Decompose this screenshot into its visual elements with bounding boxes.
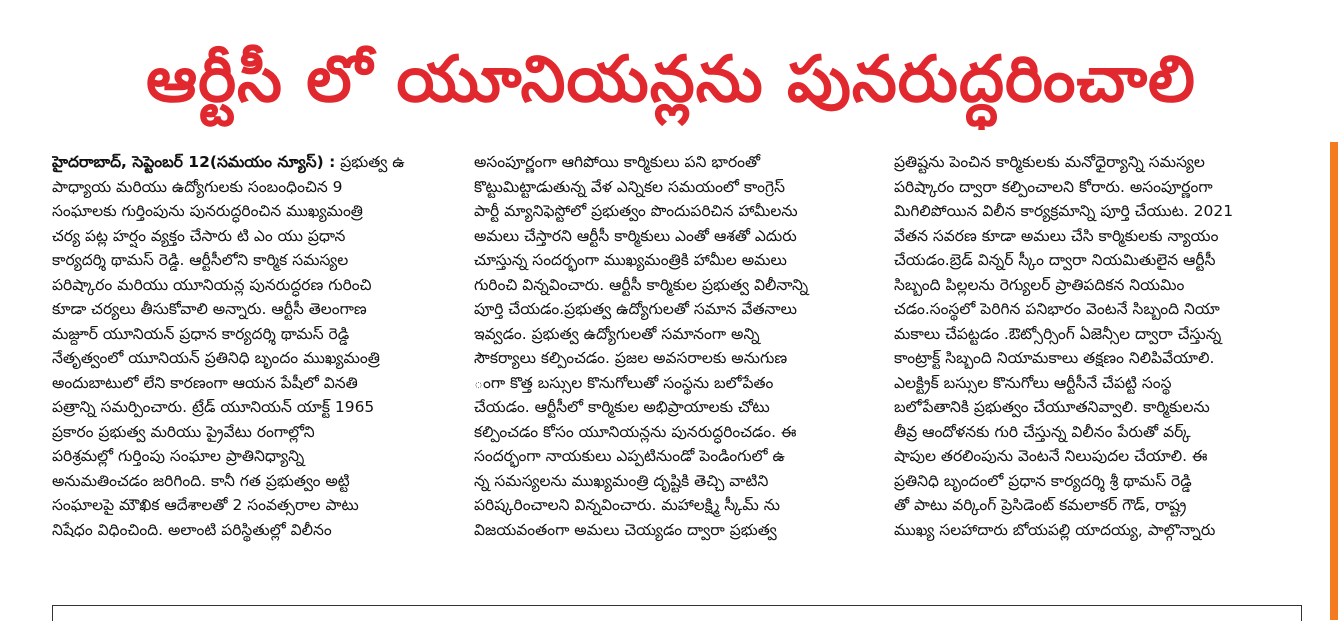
article-line: షాపుల తరలింపును వెంటనే నిలుపుదల చేయాలి. ఈ	[894, 447, 1208, 465]
article-line: మజ్దూర్ యూనియన్ ప్రధాన కార్యదర్శి థామస్ రెడ్డి	[52, 324, 350, 343]
article-line: కార్యదర్శి థామస్ రెడ్డి. ఆర్టీసీలోని కార్మిక సమస్యల	[52, 251, 349, 269]
dateline: హైదరాబాద్, సెప్టెంబర్ 12(సమయం న్యూస్) :	[52, 153, 336, 171]
article-line: చర్య పట్ల హర్షం వ్యక్తం చేసారు టి ఎం యు ప్రధాన	[52, 226, 346, 245]
article-line: పరిష్కరించాలని విన్నవించారు. మహాలక్ష్మి స్కీమ్ ను	[474, 496, 780, 514]
article-line: సౌకర్యాలు కల్పించడం. ప్రజల అవసరాలకు అనుగుణ	[474, 349, 788, 367]
article-line: సిబ్బంది పిల్లలను రెగ్యులర్ ప్రాతిపదికన నియమిం	[894, 275, 1185, 294]
article-line: ప్రకారం ప్రభుత్వ మరియు ప్రైవేటు రంగాల్లోని	[52, 422, 315, 441]
article-line: పరిష్కారం ద్వారా కల్పించాలని కోరారు. అసంపూర్ణంగా	[894, 177, 1213, 196]
article-line: వేతన సవరణ కూడా అమలు చేసి కార్మికులకు న్యాయం	[894, 226, 1219, 245]
article-line: బలోపేతానికి ప్రభుత్వం చేయూతనివ్వాలి. కార్మికులను	[894, 398, 1210, 416]
article-line: ఎలక్ట్రిక్ బస్సుల కొనుగోలు ఆర్టీసీనే చేపట్టి సంస్థ	[894, 373, 1172, 392]
article-line: కూడా చర్యలు తీసుకోవాలి అన్నారు. ఆర్టీసీ తెలంగాణ	[52, 300, 367, 318]
article-line: చూస్తున్న సందర్భంగా ముఖ్యమంత్రికి హామీల అమలు	[474, 251, 787, 269]
article-line: కొట్టుమిట్టాడుతున్న వేళ ఎన్నికల సమయంలో కాంగ్రెస్	[474, 177, 785, 196]
headline: ఆర్టీసీ లో యూనియన్లను పునరుద్ధరించాలి	[146, 43, 1196, 117]
article-line: అందుబాటులో లేని కారణంగా ఆయన పేషీలో వినతి	[52, 373, 358, 392]
article-line: ముఖ్య సలహాదారు బోయపల్లి యాదయ్య, పాల్గొన్నారు	[894, 520, 1216, 539]
article-line: చేయడం. ఆర్టీసీలో కార్మికుల అభిప్రాయాలకు చోటు	[474, 398, 770, 416]
accent-bar	[1330, 142, 1338, 620]
rule-tick	[1301, 605, 1302, 621]
article-column-3	[894, 150, 1308, 580]
article-line: తో పాటు వర్కింగ్ ప్రెసిడెంట్ కమలాకర్ గౌడ్, రాష్ట్ర	[894, 496, 1187, 514]
article-line	[52, 150, 456, 175]
article-line: మకాలు చేపట్టడం .ఔట్సోర్సింగ్ ఏజెన్సీల ద్వారా చేస్తున్న	[894, 324, 1222, 343]
article-line: ంగా కొత్త బస్సుల కొనుగోలుతో సంస్థను బలోపేతం	[474, 373, 774, 392]
article-line: కల్పించడం కోసం యూనియన్లను పునరుద్ధరించడం. ఈ	[474, 422, 797, 441]
article-line: న్న సమస్యలను ముఖ్యమంత్రి దృష్టికి తెచ్చి వాటిని	[474, 471, 769, 490]
article-line: నేతృత్వంలో యూనియన్ ప్రతినిధి బృందం ముఖ్యమంత్రి	[52, 349, 380, 367]
article-line: పరిశ్రమల్లో గుర్తింపు సంఘాల ప్రాతినిధ్యాన్ని	[52, 447, 305, 465]
article-line: అనుమతించడం జరిగింది. కానీ గత ప్రభుత్వం అట్టి	[52, 471, 350, 490]
article-line: ప్రతిష్టను పెంచిన కార్మికులకు మనోధైర్యాన్ని సమస్యల	[894, 153, 1205, 171]
article-line: అమలు చేస్తారని ఆర్టీసీ కార్మికులు ఎంతో ఆశతో ఎదురు	[474, 226, 797, 245]
article-line: నిషేధం విధించింది. అలాంటి పరిస్థితుల్లో విలీనం	[52, 520, 332, 539]
rule-tick	[52, 605, 53, 621]
article-line: పార్టీ మ్యానిఫెస్టోలో ప్రభుత్వం పొందుపరిచిన హామీలను	[474, 202, 798, 220]
article-line: మిగిలిపోయిన విలీన కార్యక్రమాన్ని పూర్తి చేయుట. 2021	[894, 202, 1234, 220]
article-line-start: ప్రభుత్వ ఉ	[340, 153, 405, 171]
article-line: తీవ్ర ఆందోళనకు గురి చేస్తున్న విలీనం పేరుతో వర్క్	[894, 422, 1191, 441]
article-line: సంఘాలపై మౌఖిక ఆదేశాలతో 2 సంవత్సరాల పాటు	[52, 496, 359, 514]
article-line: చడం.సంస్థలో పెరిగిన పనిభారం వెంటనే సిబ్బంది నియా	[894, 300, 1220, 318]
article-column-1	[52, 150, 456, 580]
article-line: అసంపూర్ణంగా ఆగిపోయి కార్మికులు పని భారంతో	[474, 153, 761, 171]
article-line: పూర్తి చేయడం.ప్రభుత్వ ఉద్యోగులతో సమాన వేతనాలు	[474, 300, 798, 318]
article-line: పరిష్కారం మరియు యూనియన్ల పునరుద్ధరణ గురించి	[52, 275, 372, 294]
article-line: ప్రతినిధి బృందంలో ప్రధాన కార్యదర్శి శ్రీ థామస్ రెడ్డి	[894, 471, 1192, 490]
bottom-rule	[52, 605, 1302, 606]
article-line: సందర్భంగా నాయకులు ఎప్పటినుండో పెండింగులో ఉ	[474, 447, 785, 465]
article-line: ఇవ్వడం. ప్రభుత్వ ఉద్యోగులతో సమానంగా అన్ని	[474, 324, 760, 343]
article-line: పత్రాన్ని సమర్పించారు. ట్రేడ్ యూనియన్ యాక్ట్ 1965	[52, 398, 375, 416]
article-line: సంఘాలకు గుర్తింపును పునరుద్ధరించిన ముఖ్యమంత్రి	[52, 202, 363, 220]
article-line: గురించి విన్నవించారు. ఆర్టీసీ కార్మికుల ప్రభుత్వ విలీనాన్ని	[474, 275, 809, 294]
article-line: కాంట్రాక్ట్ సిబ్బంది నియామకాలు తక్షణం నిలిపివేయాలి.	[894, 349, 1215, 367]
article-line: చేయడం.బ్రెడ్ విన్నర్ స్కీం ద్వారా నియమితులైన ఆర్టీసీ	[894, 251, 1216, 269]
article-line: విజయవంతంగా అమలు చెయ్యడం ద్వారా ప్రభుత్వ	[474, 520, 777, 539]
article-line: పాధ్యాయ మరియు ఉద్యోగులకు సంబంధించిన 9	[52, 177, 343, 196]
article-column-2	[474, 150, 878, 580]
